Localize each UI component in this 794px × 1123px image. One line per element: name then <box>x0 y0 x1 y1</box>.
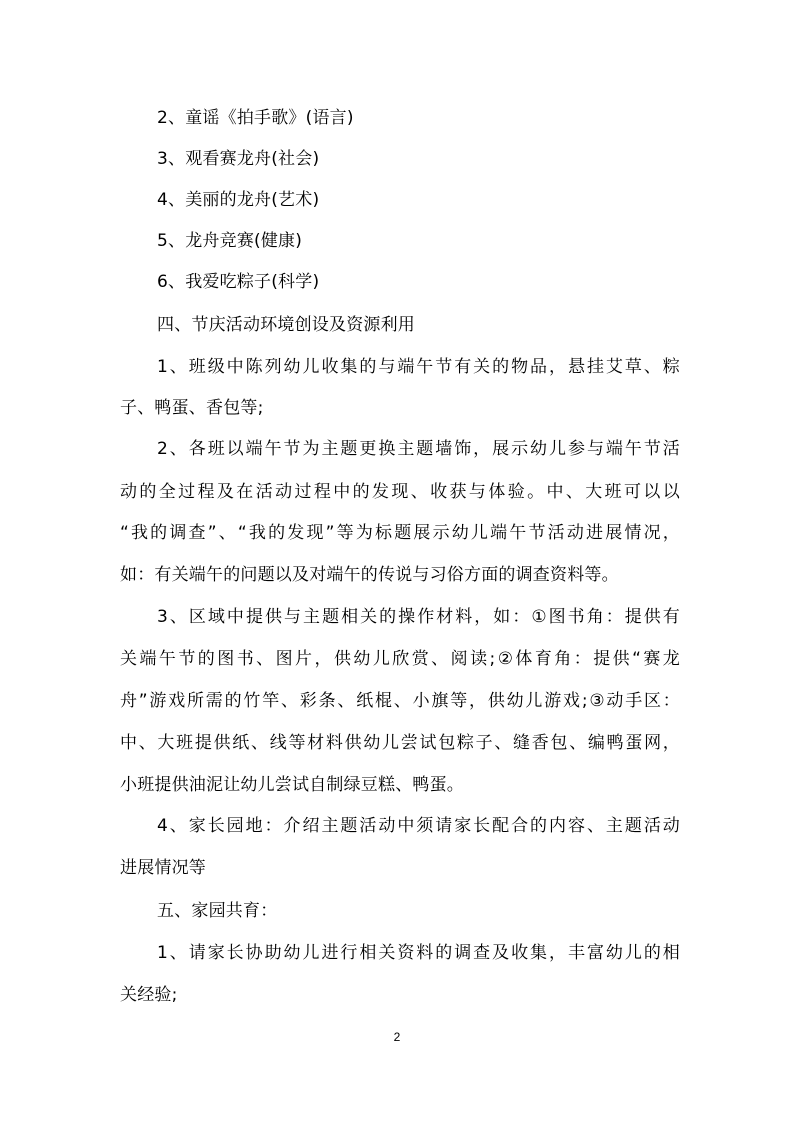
paragraph-line: 舟”游戏所需的竹竿、彩条、纸棍、小旗等，供幼儿游戏;③动手区： <box>120 691 680 711</box>
paragraph-line: 1、请家长协助幼儿进行相关资料的调查及收集，丰富幼儿的相 <box>157 943 680 963</box>
paragraph-line: 动的全过程及在活动过程中的发现、收获与体验。中、大班可以以 <box>120 482 680 502</box>
paragraph-line: 小班提供油泥让幼儿尝试自制绿豆糕、鸭蛋。 <box>120 775 464 795</box>
page-number: 2 <box>393 1030 401 1044</box>
list-item-dragon-boat-race: 5、龙舟竞赛(健康) <box>157 231 303 251</box>
paragraph-line: 关经验; <box>120 985 178 1005</box>
paragraph-line: 1、班级中陈列幼儿收集的与端午节有关的物品，悬挂艾草、粽 <box>157 357 680 377</box>
list-item-zongzi: 6、我爱吃粽子(科学) <box>157 272 320 292</box>
paragraph-line: 子、鸭蛋、香包等; <box>120 398 264 418</box>
paragraph-line: 进展情况等 <box>120 858 206 878</box>
section-heading-environment: 四、节庆活动环境创设及资源利用 <box>157 315 415 335</box>
paragraph-line: 中、大班提供纸、线等材料供幼儿尝试包粽子、缝香包、编鸭蛋网， <box>120 733 680 753</box>
paragraph-line: 关端午节的图书、图片，供幼儿欣赏、阅读;②体育角：提供“赛龙 <box>120 649 680 669</box>
list-item-beautiful-dragon-boat: 4、美丽的龙舟(艺术) <box>157 190 320 210</box>
paragraph-line: 如：有关端午的问题以及对端午的传说与习俗方面的调查资料等。 <box>120 565 619 585</box>
list-item-nursery-rhyme: 2、童谣《拍手歌》(语言) <box>157 108 354 128</box>
paragraph-line: 3、区域中提供与主题相关的操作材料，如：①图书角：提供有 <box>157 607 680 627</box>
list-item-watch-dragon-boat: 3、观看赛龙舟(社会) <box>157 149 320 169</box>
section-heading-home-school: 五、家园共育： <box>157 901 278 921</box>
paragraph-line: “我的调查”、“我的发现”等为标题展示幼儿端午节活动进展情况， <box>120 523 680 543</box>
paragraph-line: 2、各班以端午节为主题更换主题墙饰，展示幼儿参与端午节活 <box>157 439 680 459</box>
paragraph-line: 4、家长园地：介绍主题活动中须请家长配合的内容、主题活动 <box>157 816 680 836</box>
